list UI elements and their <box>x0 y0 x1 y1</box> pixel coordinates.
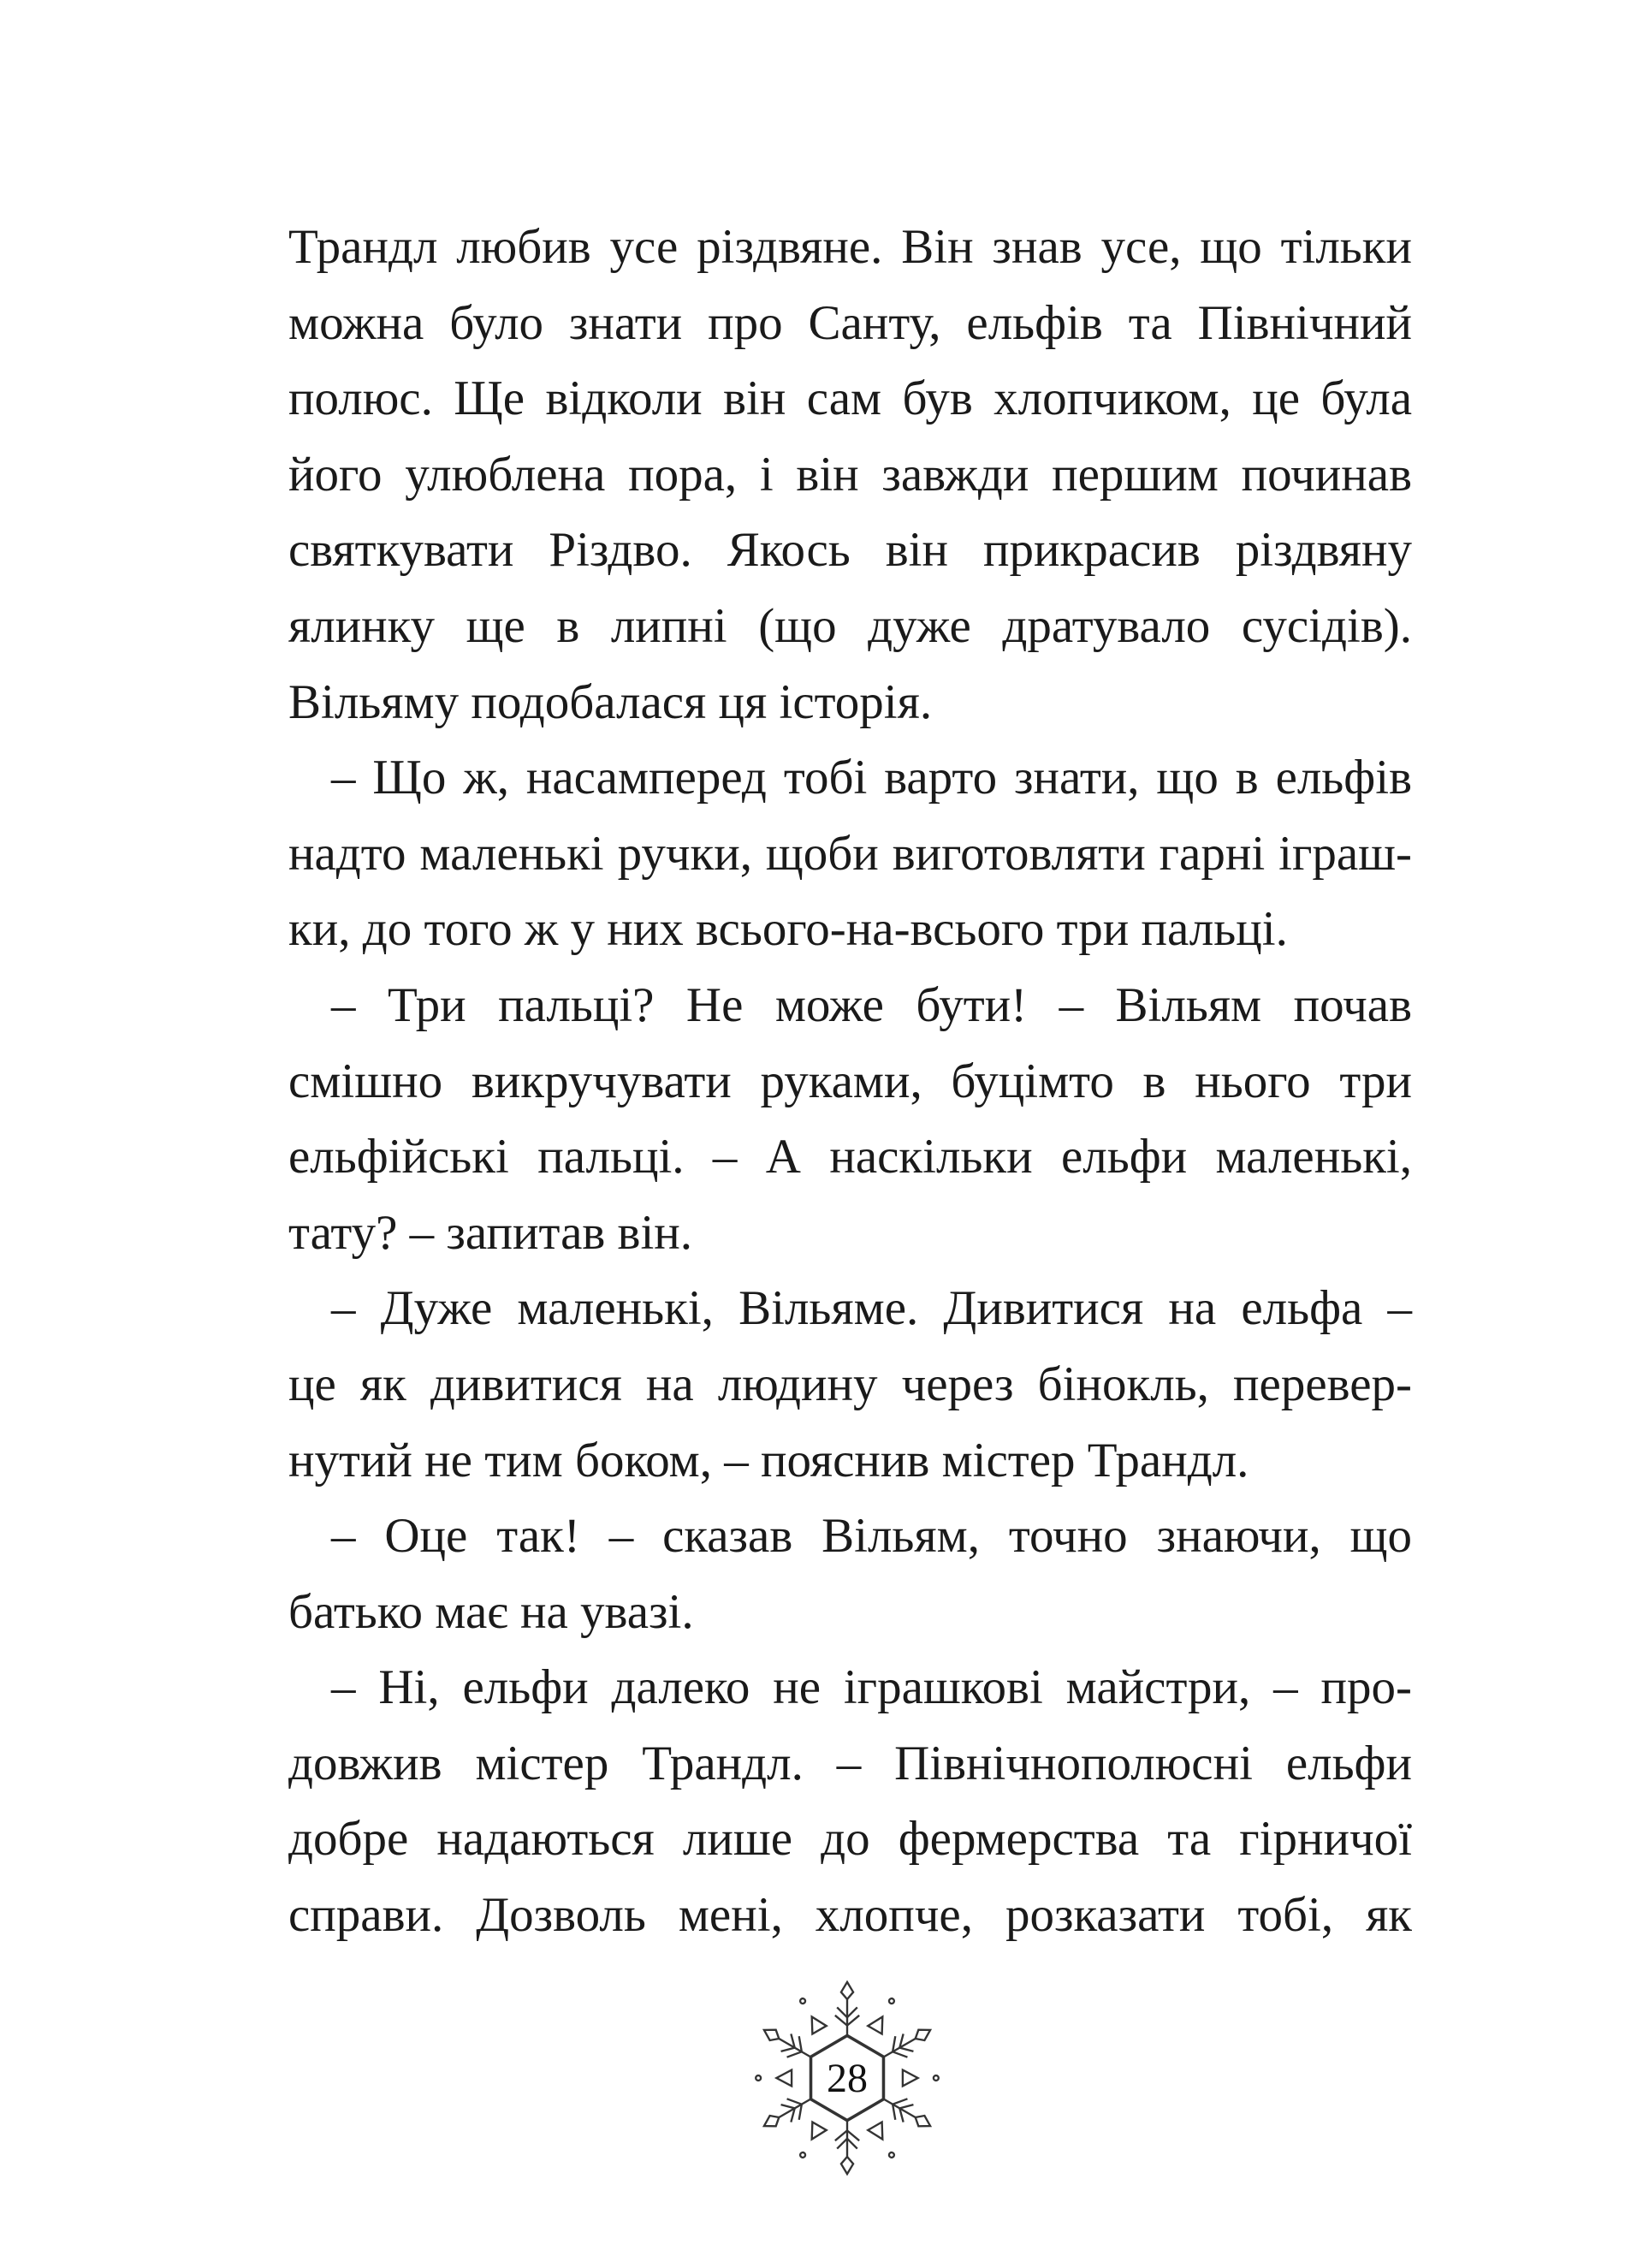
text-line: надто маленькі ручки, щоби виготовляти гарні іграш- <box>288 826 1412 881</box>
text-line: – Ні, ельфи далеко не іграшкові майстри, – про- <box>331 1660 1412 1715</box>
text-line: ельфійські пальці. – А наскільки ельфи маленькі, <box>288 1130 1412 1184</box>
text-line: смішно викручувати руками, буцімто в нього три <box>288 1054 1412 1108</box>
text-line: – Дуже маленькі, Вільяме. Дивитися на ельфа – <box>331 1281 1412 1336</box>
text-line: ки, до того ж у них всього-на-всього три пальці. <box>288 902 1288 957</box>
text-line: полюс. Ще відколи він сам був хлопчиком, це була <box>288 371 1412 426</box>
text-line: – Оце так! – сказав Вільям, точно знаючи, що <box>331 1509 1412 1564</box>
text-line: – Що ж, насамперед тобі варто знати, що в ельфів <box>331 751 1412 805</box>
text-line: святкувати Різдво. Якось він прикрасив різдвяну <box>288 523 1412 578</box>
text-line: нутий не тим боком, – пояснив містер Трандл. <box>288 1433 1249 1487</box>
text-line: тату? – запитав він. <box>288 1205 693 1260</box>
page-number: 28 <box>827 2055 868 2101</box>
text-line: Трандл любив усе різдвяне. Він знав усе, що тільки <box>288 220 1412 274</box>
page-number-ornament <box>746 1977 948 2179</box>
text-line: довжив містер Трандл. – Північнополюсні ельфи <box>288 1736 1412 1790</box>
text-line: – Три пальці? Не може бути! – Вільям почав <box>331 977 1412 1032</box>
text-line: це як дивитися на людину через бінокль, перевер- <box>288 1357 1412 1411</box>
text-line: добре надаються лише до фермерства та гірничої <box>288 1812 1412 1867</box>
text-line: Вільяму подобалася ця історія. <box>288 674 933 729</box>
text-line: його улюблена пора, і він завжди першим починав <box>288 447 1412 502</box>
body-text <box>288 210 1412 1954</box>
text-line: ялинку ще в липні (що дуже дратувало сусідів). <box>288 598 1412 653</box>
text-line: батько має на увазі. <box>288 1584 694 1639</box>
text-line: справи. Дозволь мені, хлопче, розказати тобі, як <box>288 1888 1412 1943</box>
text-line: можна було знати про Санту, ельфів та Північний <box>288 295 1412 350</box>
